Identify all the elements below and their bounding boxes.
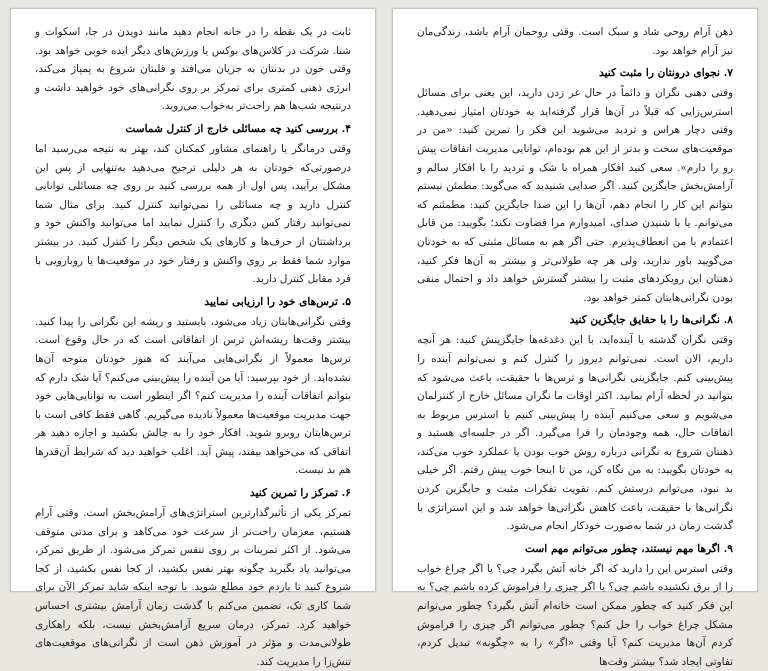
right-page <box>392 8 758 668</box>
paragraph: ثابت در یک نقطه را در خانه انجام دهید مانند دویدن در جا، اسکوات و شنا. شرکت در کلاس‌های بوکس یا ورزش‌های دیگر ایده خوبی خواهد بود. وقتی خون در بدنتان به جریان می‌افتد و قلبتان شروع به پمپاژ می‌کند، انرژی ذهنی کمتری برای تمرکز بر روی نگرانی‌های خود خواهید داشت و درنتیجه شب‌ها هم راحت‌تر به‌خواب می‌روید. <box>35 26 351 113</box>
section-heading: ۸. نگرانی‌ها را با حقایق جایگزین کنید <box>569 314 733 327</box>
paragraph: وقتی درمانگر یا راهنمای مشاور کمکتان کند، بهتر به نتیجه می‌رسید اما درصورتی‌که خودتان به هر دلیلی ترجیح می‌دهید به‌تنهایی از پس این مشکل برآیید، پس اول از همه بررسی کنید بر روی چه مسائلی توانایی کنترل دارید و چه مسائلی را نمی‌توانید کنترل کنید. برای مثال شما نمی‌توانید رفتار کس دیگری را کنترل نمایید اما می‌توانید واکنش خود و برداشتتان از حرف‌ها و کارهای یک شخص دیگر را کنترل کنید. در بیشتر موارد شما فقط بر روی واکنش و رفتار خود در موقعیت‌ها یا روبارویی با فرد مقابل کنترل دارید. <box>35 142 351 286</box>
section-heading: ۹. اگرها مهم نیستند، چطور می‌توانم مهم است <box>525 542 733 555</box>
section-heading: ۵. ترس‌های خود را ارزیابی نمایید <box>204 295 351 308</box>
section-heading: ۷. نجوای درونتان را مثبت کنید <box>599 67 733 80</box>
paragraph: وقتی نگران گذشته یا آینده‌اید، با این دغدغه‌ها جایگزینش کنید: هر آنچه داریم، الان است. نمی‌توانم دیروز را کنترل کنم و نمی‌توانم آینده را پیش‌بینی کنم. جایگزینی نگرانی‌ها و ترس‌ها با حقیقت، باعث می‌شود که بتوانید در لحظه آرام بمانید. اکثر اوقات ما نگران مسائل خارج از کنترلمان می‌شویم و سعی می‌کنیم آینده را پیش‌بینی کنیم یا استرس مربوط به اتفاقات حال، همه وجودمان را فرا می‌گیرد. اگر در جلسه‌ای هستید و ذهنتان شروع به نگرانی درباره روش خوب بودن یا عملکرد خوب می‌کند، به خودتان بگویید: به من نگاه کن، من تا اینجا خوب پیش رفتم. اگر خیلی بد نبود، می‌توانم درستش کنم. تقویت تفکرات مثبت و جایگزین کردن نگرانی‌ها با حقیقت، باعث کاهش نگرانی‌ها خواهد شد و این استراتژی با گذشت زمان در شما به‌صورت خودکار انجام می‌شود. <box>417 334 733 533</box>
paragraph: وقتی استرس این را دارید که اگر خانه آتش بگیرد چی؟ یا اگر چراغ خواب را از برق نکشیده باشم چی؟ یا اگر چیزی را فراموش کرده باشم چی؟ به این فکر کنید که چطور ممکن است خانه‌ام آتش بگیرد؟ چطور می‌توانم مشکل چراغ خواب را حل کنم؟ چطور می‌توانم اگر چیزی را فراموش کردم آن‌ها مدیریت کنم؟ آیا وقتی «اگر» را به «چگونه» تبدیل کردم، تفاوتی ایجاد شد؟ بیشتر وقت‌ها <box>417 562 733 668</box>
section-heading: ۶. تمرکز را تمرین کنید <box>250 487 351 500</box>
left-page <box>10 8 376 668</box>
paragraph: ذهن آرام روحی شاد و سبک است. وقتی روحمان آرام باشد، زندگی‌مان نیز آرام خواهد بود. <box>417 26 733 57</box>
paragraph: وقتی نگرانی‌هایتان زیاد می‌شود، بایستید و ریشه این نگرانی را پیدا کنید. بیشتر وقت‌ها ریشه‌اش ترس از اتفاقاتی است که در حال وقوع است. ترس‌ها معمولاً از نگرانی‌هایی می‌آیند که هنوز خودتان متوجه آن‌ها نشده‌اید. از خود بپرسید: آیا من آینده را پیش‌بینی می‌کنم؟ آیا شک دارم که بتوانم اتفاقات آینده را مدیریت کنم؟ اگر اینطور است به توانایی‌هایی خود جهت مدیریت موقعیت‌ها معمولاً نادیده می‌گیریم. گاهی فقط کافی است با ترس‌هایتان روبرو شوید. افکار خود را به چالش بکشید و اجازه دهید هر اتفاقی که می‌خواهد بیفتد، پیش آید. اغلب خواهید دید که شرایط آن‌قدرها هم بد نیست. <box>35 315 351 477</box>
section-heading: ۴. بررسی کنید چه مسائلی خارج از کنترل شماست <box>125 122 351 135</box>
paragraph: وقتی ذهنی نگران و دائماً در حال غر زدن دارید، این یعنی برای مسائل استرس‌زایی که قبلاً در آن‌ها قرار گرفته‌اید به خودتان امتیاز نمی‌دهید. وقتی دچار هراس و تردید می‌شوید این فکر را تمرین کنید: «من در موقعیت‌های سخت و بدتر از این هم بوده‌ام، توانایی مدیریت اتفاقات پیش رو را دارم». سعی کنید افکار همراه با شک و تردید را با افکار سالم و آرامش‌بخش جایگزین کنید. اگر صدایی شنیدید که می‌گوید: مطمئن نیستم بتوانم این کار را انجام دهم، آن‌ها را این صدا جایگزین کنید: مطمئنم که می‌توانم. یا با شنیدن صدای، امیدوارم مرا قضاوت نکند؛ بگویید: من قابل اعتمادم یا من انعطاف‌پذیرم. حتی اگر هم به مسائل مثبتی که به خودتان می‌گویید باور ندارید، ولی هر چه طولانی‌تر و بیشتر به آن‌ها فکر کنید، ذهنتان این رویکردهای مثبت را بیشتر گسترش خواهد داد و احتمال منفی بودن نگرانی‌هایتان کمتر خواهد بود. <box>417 87 733 304</box>
paragraph: تمرکز یکی از تأثیرگذارترین استراتژی‌های آرامش‌بخش است. وقتی آرام هستیم، معزمان راحت‌تر از سرعت خود می‌کاهد و برای مدتی متوقف می‌شود. از اکثر تمرینات بر روی تنفس تمرکز می‌شود. از طریق تمرکز، می‌توانید یاد بگیرید چگونه بهتر نفس بکشید، از کجا نفس بکشید، از کجا شروع کنید تا بازدم خود مطلع شوید. با توجه اینکه شاید تمرکز الآن برای شما کاری تک، تضمین می‌کنم با گذشت زمان آرامش بیشتری احساس خواهید کرد. تمرکز، درمان سریع آرامش‌بخش نیست، بلکه راهکاری طولانی‌مدت و مؤثر در آموزش ذهن است از نگرانی‌های موقعیت‌های تنش‌زا را مدیریت کند. <box>35 507 351 668</box>
